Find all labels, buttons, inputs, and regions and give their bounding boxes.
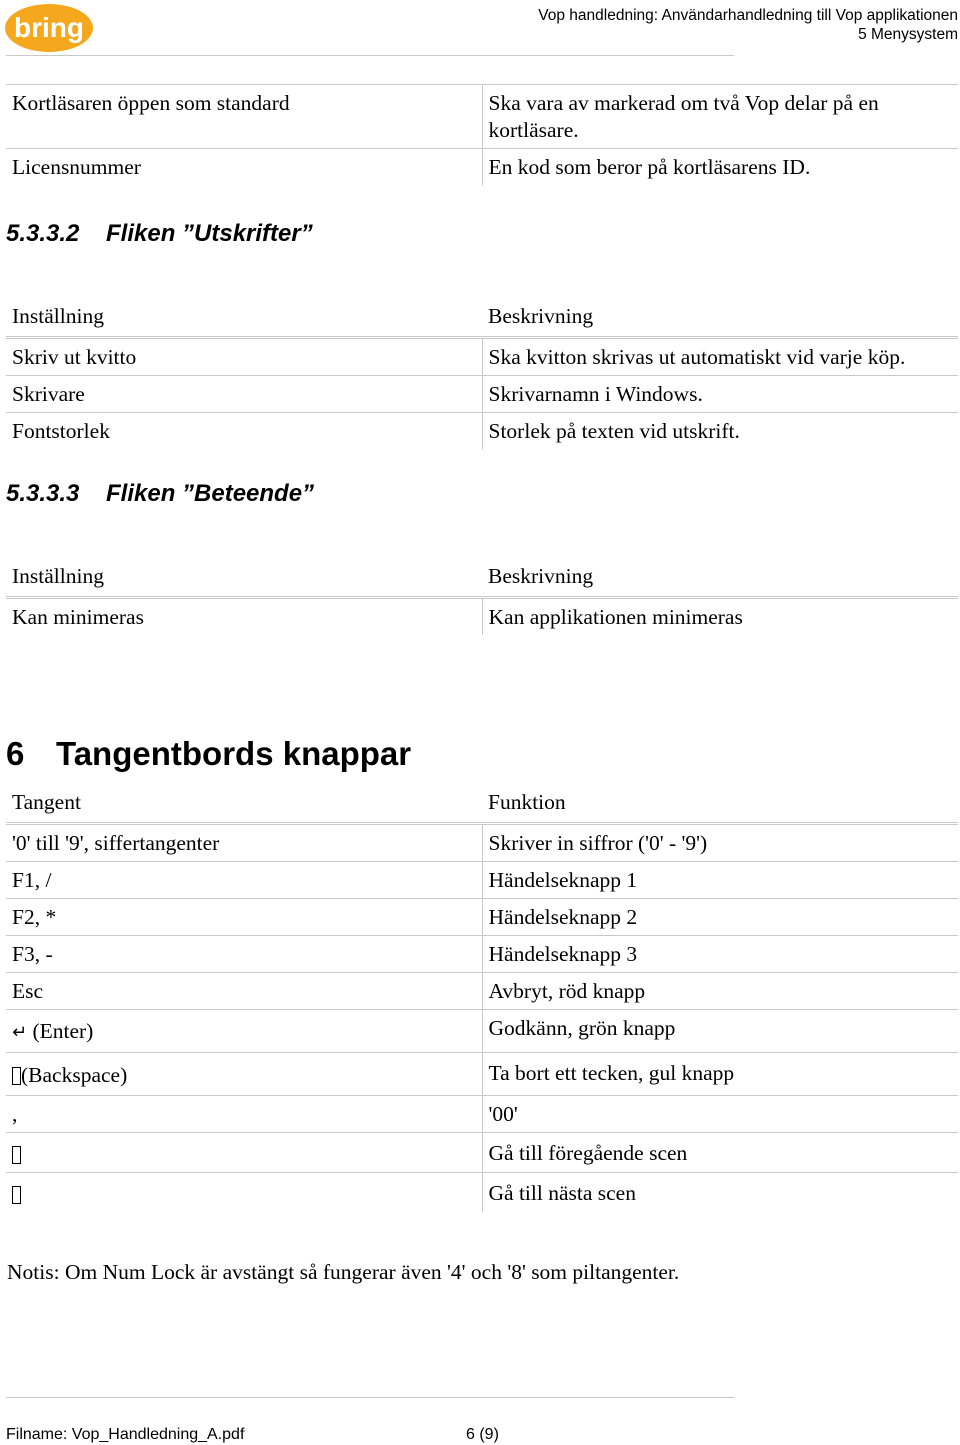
- key-cell: F1, /: [6, 862, 482, 899]
- table-row: [6, 338, 958, 376]
- description-cell: Kan applikationen minimeras: [482, 598, 958, 636]
- table-row: [6, 824, 958, 862]
- table-row: [6, 413, 958, 450]
- function-cell: Gå till nästa scen: [482, 1173, 958, 1213]
- function-cell: Avbryt, röd knapp: [482, 973, 958, 1010]
- footer-divider: [6, 1397, 734, 1398]
- setting-cell: Kortläsaren öppen som standard: [6, 85, 482, 149]
- key-cell: F3, -: [6, 936, 482, 973]
- section-title: 5 Menysystem: [858, 26, 958, 43]
- setting-cell: Skrivare: [6, 376, 482, 413]
- column-header: Inställning: [6, 298, 482, 338]
- section-title: Fliken ”Beteende”: [106, 480, 315, 507]
- key-cell: '0' till '9', siffertangenter: [6, 824, 482, 862]
- function-cell: Händelseknapp 3: [482, 936, 958, 973]
- printouts-table: [6, 298, 958, 449]
- column-header: Beskrivning: [482, 558, 958, 598]
- table-row: [6, 1053, 958, 1096]
- setting-cell: Fontstorlek: [12, 419, 110, 443]
- description-cell: Ska kvitton skrivas ut automatiskt vid varje köp.: [482, 338, 958, 376]
- table-row: [6, 973, 958, 1010]
- footer-filename: Filname: Vop_Handledning_A.pdf: [6, 1426, 245, 1443]
- key-cell: [6, 1173, 482, 1213]
- key-cell: [6, 1133, 482, 1173]
- note-text: Notis: Om Num Lock är avstängt så fungerar även '4' och '8' som piltangenter.: [7, 1260, 680, 1284]
- table-row: [6, 149, 958, 186]
- function-cell: Godkänn, grön knapp: [482, 1010, 958, 1053]
- key-cell: ,: [6, 1096, 482, 1133]
- column-header: Beskrivning: [482, 298, 958, 338]
- key-label: (Backspace): [21, 1063, 128, 1087]
- table-row: [6, 1096, 958, 1133]
- svg-text:bring: bring: [14, 12, 84, 43]
- description-cell: En kod som beror på kortläsarens ID.: [482, 149, 958, 186]
- table-row: [6, 1173, 958, 1213]
- table-header-row: [6, 784, 958, 824]
- card-reader-table: [6, 84, 958, 185]
- keyboard-keys-table: [6, 784, 958, 1212]
- chapter-number: 6: [6, 735, 25, 772]
- bring-logo: [4, 2, 94, 54]
- table-row: [6, 936, 958, 973]
- missing-glyph-icon: [12, 1067, 21, 1085]
- column-header: Inställning: [6, 558, 482, 598]
- key-cell: [6, 1010, 482, 1053]
- chapter-heading: [6, 735, 411, 773]
- description-cell: Ska vara av markerad om två Vop delar på en kortläsare.: [482, 85, 958, 149]
- section-title: Fliken ”Utskrifter”: [106, 220, 313, 247]
- key-cell: F2, *: [6, 899, 482, 936]
- setting-cell: Skriv ut kvitto: [6, 338, 482, 376]
- function-cell: Ta bort ett tecken, gul knapp: [482, 1053, 958, 1096]
- header-divider: [6, 55, 734, 56]
- footer-page-number: 6 (9): [466, 1426, 499, 1443]
- function-cell: Skriver in siffror ('0' - '9'): [482, 824, 958, 862]
- behaviour-table: [6, 558, 958, 635]
- chapter-title: Tangentbords knappar: [56, 735, 412, 772]
- function-cell: Händelseknapp 2: [482, 899, 958, 936]
- description-cell: Storlek på texten vid utskrift.: [482, 413, 958, 450]
- section-number: 5.3.3.2: [6, 220, 80, 247]
- table-row: [6, 899, 958, 936]
- setting-cell: Kan minimeras: [12, 605, 144, 629]
- section-heading-beteende: [6, 480, 314, 508]
- table-row: [6, 862, 958, 899]
- table-row: [6, 1010, 958, 1053]
- setting-cell: Licensnummer: [12, 155, 141, 179]
- section-number: 5.3.3.3: [6, 480, 80, 507]
- table-row: [6, 376, 958, 413]
- table-header-row: [6, 558, 958, 598]
- key-cell: Esc: [6, 973, 482, 1010]
- missing-glyph-icon: [12, 1186, 21, 1204]
- function-cell: '00': [482, 1096, 958, 1133]
- enter-arrow-icon: ↵: [12, 1022, 28, 1043]
- doc-title: Vop handledning: Användarhandledning till Vop applikationen: [538, 7, 958, 24]
- column-header: Tangent: [6, 784, 482, 824]
- table-header-row: [6, 298, 958, 338]
- column-header: Funktion: [482, 784, 958, 824]
- missing-glyph-icon: [12, 1146, 21, 1164]
- description-cell: Skrivarnamn i Windows.: [482, 376, 958, 413]
- section-heading-utskrifter: [6, 220, 313, 248]
- key-cell: [6, 1053, 482, 1096]
- table-row: [6, 1133, 958, 1173]
- table-row: [6, 85, 958, 149]
- key-label: (Enter): [27, 1019, 94, 1043]
- function-cell: Gå till föregående scen: [482, 1133, 958, 1173]
- function-cell: Händelseknapp 1: [482, 862, 958, 899]
- table-row: [6, 598, 958, 636]
- page-header: [538, 6, 958, 44]
